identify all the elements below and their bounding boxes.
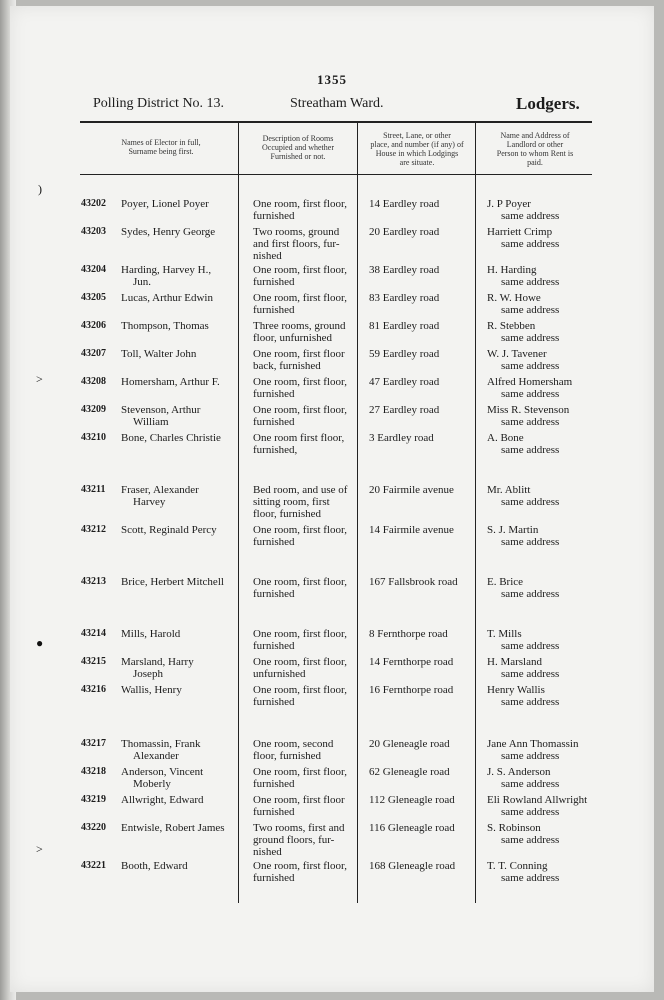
- elector-name: [121, 524, 239, 536]
- lodging-address: 14 Eardley road: [369, 198, 440, 210]
- line: Fraser, Alexander: [121, 484, 199, 496]
- line: unfurnished: [253, 668, 306, 680]
- line: same address: [501, 872, 560, 884]
- lodging-address: 27 Eardley road: [369, 404, 440, 416]
- line: H. Harding: [487, 264, 537, 276]
- line: Jane Ann Thomassin: [487, 738, 579, 750]
- line: Stevenson, Arthur: [121, 404, 201, 416]
- landlord: [487, 684, 609, 708]
- elector-number: 43218: [81, 766, 106, 777]
- room-description: [253, 348, 361, 372]
- lodging-address: 14 Fernthorpe road: [369, 656, 454, 668]
- line: J. P Poyer: [487, 198, 531, 210]
- line: furnished: [253, 388, 295, 400]
- line: same address: [501, 444, 560, 456]
- line: One room, first floor: [253, 794, 345, 806]
- line: H. Marsland: [487, 656, 542, 668]
- line: Alexander: [133, 750, 179, 762]
- elector-number: 43212: [81, 524, 106, 535]
- column-header-landlord: [478, 131, 592, 167]
- line: back, furnished: [253, 360, 321, 372]
- room-description: [253, 656, 361, 680]
- lodging-address: 16 Fernthorpe road: [369, 684, 454, 696]
- elector-name: [121, 226, 239, 238]
- line: furnished: [253, 276, 295, 288]
- landlord: [487, 576, 609, 600]
- landlord: [487, 484, 609, 508]
- lodging-address: 3 Eardley road: [369, 432, 434, 444]
- line: paid.: [527, 158, 543, 167]
- line: same address: [501, 416, 560, 428]
- elector-name: [121, 684, 239, 696]
- line: E. Brice: [487, 576, 524, 588]
- line: Name and Address of: [500, 131, 570, 140]
- line: Homersham, Arthur F.: [121, 376, 220, 388]
- line: same address: [501, 332, 560, 344]
- lodging-address: 20 Eardley road: [369, 226, 440, 238]
- line: Occupied and whether: [262, 143, 334, 152]
- line: Alfred Homersham: [487, 376, 573, 388]
- line: furnished: [253, 696, 295, 708]
- lodging-address: 59 Eardley road: [369, 348, 440, 360]
- line: Jun.: [133, 276, 152, 288]
- lodging-address: 167 Fallsbrook road: [369, 576, 458, 588]
- line: Allwright, Edward: [121, 794, 204, 806]
- line: R. Stebben: [487, 320, 536, 332]
- elector-number: 43219: [81, 794, 106, 805]
- line: same address: [501, 696, 560, 708]
- line: Lucas, Arthur Edwin: [121, 292, 213, 304]
- line: ground floors, fur-: [253, 834, 335, 846]
- line: R. W. Howe: [487, 292, 541, 304]
- line: S. J. Martin: [487, 524, 539, 536]
- line: Two rooms, first and: [253, 822, 345, 834]
- room-description: [253, 766, 361, 790]
- landlord: [487, 292, 609, 316]
- line: J. S. Anderson: [487, 766, 551, 778]
- elector-number: 43209: [81, 404, 106, 415]
- landlord: [487, 794, 609, 818]
- room-description: [253, 226, 361, 262]
- room-description: [253, 738, 361, 762]
- line: One room, first floor,: [253, 576, 347, 588]
- line: Wallis, Henry: [121, 684, 182, 696]
- lodging-address: 81 Eardley road: [369, 320, 440, 332]
- lodging-address: 62 Gleneagle road: [369, 766, 450, 778]
- elector-name: [121, 576, 239, 588]
- line: Brice, Herbert Mitchell: [121, 576, 224, 588]
- register-type-heading: Lodgers.: [516, 94, 580, 113]
- landlord: [487, 524, 609, 548]
- line: floor, furnished: [253, 750, 321, 762]
- ward-heading: Streatham Ward.: [290, 96, 384, 111]
- landlord: [487, 404, 609, 428]
- line: One room, first floor,: [253, 292, 347, 304]
- line: One room, first floor,: [253, 766, 347, 778]
- line: One room, first floor,: [253, 198, 347, 210]
- line: same address: [501, 238, 560, 250]
- line: House in which Lodgings: [375, 149, 459, 158]
- line: Landlord or other: [506, 140, 564, 149]
- line: Poyer, Lionel Poyer: [121, 198, 209, 210]
- elector-number: 43220: [81, 822, 106, 833]
- line: same address: [501, 778, 560, 790]
- line: S. Robinson: [487, 822, 541, 834]
- room-description: [253, 292, 361, 316]
- lodging-address: 83 Eardley road: [369, 292, 440, 304]
- header-bottom-rule: [80, 174, 592, 175]
- line: same address: [501, 304, 560, 316]
- line: Three rooms, ground: [253, 320, 346, 332]
- line: One room, first floor,: [253, 404, 347, 416]
- elector-name: [121, 738, 239, 762]
- line: same address: [501, 536, 560, 548]
- elector-number: 43202: [81, 198, 106, 209]
- column-header-street: [360, 131, 474, 167]
- line: Mr. Ablitt: [487, 484, 531, 496]
- line: Booth, Edward: [121, 860, 188, 872]
- line: furnished: [253, 806, 295, 818]
- line: same address: [501, 668, 560, 680]
- line: One room, first floor,: [253, 524, 347, 536]
- line: Anderson, Vincent: [121, 766, 204, 778]
- line: furnished: [253, 778, 295, 790]
- line: same address: [501, 834, 560, 846]
- line: One room, first floor,: [253, 656, 347, 668]
- landlord: [487, 348, 609, 372]
- line: furnished: [253, 640, 295, 652]
- line: Street, Lane, or other: [383, 131, 451, 140]
- line: same address: [501, 360, 560, 372]
- elector-name: [121, 656, 239, 680]
- landlord: [487, 738, 609, 762]
- line: same address: [501, 588, 560, 600]
- lodging-address: 47 Eardley road: [369, 376, 440, 388]
- line: nished: [253, 250, 282, 262]
- line: Description of Rooms: [262, 134, 334, 143]
- line: same address: [501, 640, 560, 652]
- room-description: [253, 432, 361, 456]
- margin-mark: ●: [36, 636, 44, 650]
- elector-name: [121, 348, 239, 360]
- line: and first floors, fur-: [253, 238, 340, 250]
- line: W. J. Tavener: [487, 348, 547, 360]
- header-top-rule: [80, 121, 592, 123]
- line: Miss R. Stevenson: [487, 404, 570, 416]
- elector-number: 43205: [81, 292, 106, 303]
- line: Harvey: [133, 496, 166, 508]
- landlord: [487, 432, 609, 456]
- line: floor, unfurnished: [253, 332, 332, 344]
- landlord: [487, 376, 609, 400]
- line: William: [133, 416, 169, 428]
- line: furnished: [253, 416, 295, 428]
- line: Henry Wallis: [487, 684, 545, 696]
- landlord: [487, 628, 609, 652]
- line: Names of Elector in full,: [121, 138, 201, 147]
- line: Furnished or not.: [270, 152, 326, 161]
- lodging-address: 20 Gleneagle road: [369, 738, 450, 750]
- line: same address: [501, 750, 560, 762]
- landlord: [487, 656, 609, 680]
- lodging-address: 20 Fairmile avenue: [369, 484, 454, 496]
- elector-name: [121, 484, 239, 508]
- room-description: [253, 524, 361, 548]
- line: place, and number (if any) of: [370, 140, 464, 149]
- line: furnished: [253, 872, 295, 884]
- lodging-address: 168 Gleneagle road: [369, 860, 456, 872]
- elector-name: [121, 822, 239, 834]
- room-description: [253, 264, 361, 288]
- room-description: [253, 628, 361, 652]
- column-header-description: [242, 134, 354, 161]
- line: Toll, Walter John: [121, 348, 197, 360]
- column-header-name: [96, 138, 226, 156]
- elector-name: [121, 264, 239, 288]
- line: T. T. Conning: [487, 860, 548, 872]
- landlord: [487, 320, 609, 344]
- line: Harding, Harvey H.,: [121, 264, 212, 276]
- landlord: [487, 198, 609, 222]
- line: furnished,: [253, 444, 298, 456]
- elector-number: 43216: [81, 684, 106, 695]
- elector-name: [121, 292, 239, 304]
- lodging-address: 14 Fairmile avenue: [369, 524, 454, 536]
- lodging-address: 38 Eardley road: [369, 264, 440, 276]
- elector-name: [121, 404, 239, 428]
- line: A. Bone: [487, 432, 524, 444]
- landlord: [487, 766, 609, 790]
- line: same address: [501, 496, 560, 508]
- line: same address: [501, 210, 560, 222]
- lodging-address: 112 Gleneagle road: [369, 794, 455, 806]
- line: nished: [253, 846, 282, 858]
- line: One room, first floor,: [253, 376, 347, 388]
- line: Scott, Reginald Percy: [121, 524, 217, 536]
- line: same address: [501, 806, 560, 818]
- line: are situate.: [399, 158, 435, 167]
- line: One room first floor,: [253, 432, 345, 444]
- line: same address: [501, 388, 560, 400]
- line: Two rooms, ground: [253, 226, 340, 238]
- elector-name: [121, 198, 239, 210]
- landlord: [487, 860, 609, 884]
- line: Sydes, Henry George: [121, 226, 216, 238]
- room-description: [253, 320, 361, 344]
- elector-name: [121, 320, 239, 332]
- elector-name: [121, 432, 239, 444]
- room-description: [253, 794, 361, 818]
- line: furnished: [253, 304, 295, 316]
- landlord: [487, 822, 609, 846]
- line: Bone, Charles Christie: [121, 432, 221, 444]
- elector-number: 43214: [81, 628, 106, 639]
- column-divider-3: [475, 123, 476, 903]
- elector-number: 43221: [81, 860, 106, 871]
- line: furnished: [253, 210, 295, 222]
- room-description: [253, 484, 361, 520]
- elector-number: 43213: [81, 576, 106, 587]
- line: Moberly: [133, 778, 171, 790]
- room-description: [253, 684, 361, 708]
- lodging-address: 116 Gleneagle road: [369, 822, 455, 834]
- line: One room, first floor,: [253, 264, 347, 276]
- elector-number: 43203: [81, 226, 106, 237]
- room-description: [253, 860, 361, 884]
- line: Person to whom Rent is: [496, 149, 574, 158]
- elector-number: 43215: [81, 656, 106, 667]
- elector-number: 43207: [81, 348, 106, 359]
- elector-number: 43217: [81, 738, 106, 749]
- line: One room, first floor,: [253, 628, 347, 640]
- elector-number: 43211: [81, 484, 106, 495]
- lodging-address: 8 Fernthorpe road: [369, 628, 448, 640]
- room-description: [253, 198, 361, 222]
- line: Surname being first.: [128, 147, 194, 156]
- elector-number: 43208: [81, 376, 106, 387]
- line: furnished: [253, 588, 295, 600]
- line: One room, first floor: [253, 348, 345, 360]
- line: Mills, Harold: [121, 628, 181, 640]
- line: furnished: [253, 536, 295, 548]
- elector-name: [121, 860, 239, 872]
- margin-mark: ): [38, 182, 42, 196]
- line: One room, second: [253, 738, 334, 750]
- line: Bed room, and use of: [253, 484, 348, 496]
- line: One room, first floor,: [253, 684, 347, 696]
- landlord: [487, 226, 609, 250]
- line: Joseph: [133, 668, 163, 680]
- margin-mark: >: [36, 372, 43, 386]
- room-description: [253, 376, 361, 400]
- line: Thomassin, Frank: [121, 738, 201, 750]
- line: Eli Rowland Allwright: [487, 794, 588, 806]
- line: Harriett Crimp: [487, 226, 553, 238]
- margin-mark: >: [36, 842, 43, 856]
- line: One room, first floor,: [253, 860, 347, 872]
- line: sitting room, first: [253, 496, 330, 508]
- elector-name: [121, 794, 239, 806]
- line: floor, furnished: [253, 508, 321, 520]
- landlord: [487, 264, 609, 288]
- elector-name: [121, 766, 239, 790]
- line: Entwisle, Robert James: [121, 822, 225, 834]
- elector-name: [121, 376, 239, 388]
- line: Thompson, Thomas: [121, 320, 209, 332]
- elector-number: 43206: [81, 320, 106, 331]
- line: Marsland, Harry: [121, 656, 194, 668]
- elector-number: 43210: [81, 432, 106, 443]
- polling-district-heading: Polling District No. 13.: [93, 96, 225, 111]
- line: T. Mills: [487, 628, 522, 640]
- elector-name: [121, 628, 239, 640]
- page-number: 1355: [317, 72, 347, 87]
- line: same address: [501, 276, 560, 288]
- room-description: [253, 822, 361, 858]
- room-description: [253, 404, 361, 428]
- elector-number: 43204: [81, 264, 106, 275]
- room-description: [253, 576, 361, 600]
